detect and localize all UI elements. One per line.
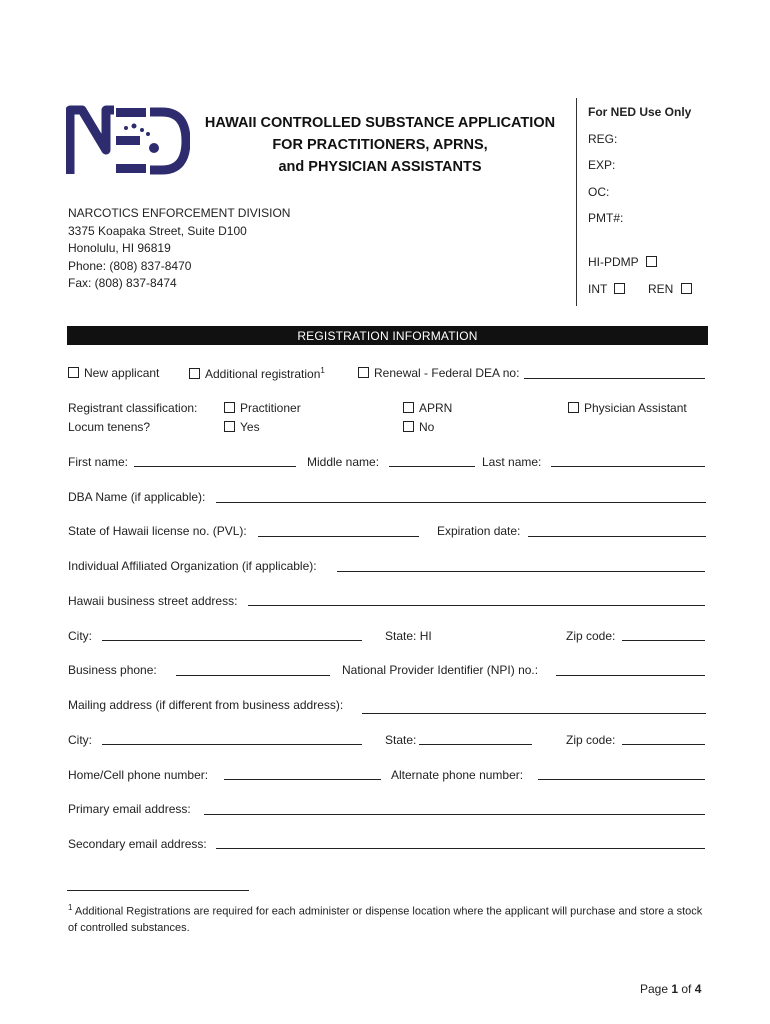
agency-name: NARCOTICS ENFORCEMENT DIVISION <box>68 206 291 220</box>
int-checkbox[interactable] <box>614 283 625 294</box>
expiration-date-field[interactable] <box>528 536 706 537</box>
mailing-city-field[interactable] <box>102 744 362 745</box>
mailing-zip-label: Zip code: <box>566 733 616 747</box>
exp-label: EXP: <box>588 158 616 172</box>
home-phone-field[interactable] <box>224 779 381 780</box>
footnote-mark: 1 <box>68 903 73 912</box>
form-title <box>195 112 565 178</box>
locum-no-label: No <box>419 420 435 434</box>
first-name-label: First name: <box>68 455 129 469</box>
additional-registration-option[interactable] <box>189 366 325 381</box>
affiliated-organization-label: Individual Affiliated Organization (if applicable): <box>68 559 317 573</box>
footnote-text: Additional Registrations are required for each administer or dispense location where the applicant will purchase and store a stock of controlled substances. <box>68 905 703 934</box>
office-use-heading: For NED Use Only <box>588 105 692 119</box>
page-prefix: Page <box>640 982 672 996</box>
aprn-checkbox[interactable] <box>403 402 414 413</box>
practitioner-option[interactable] <box>224 401 301 415</box>
footnote-ref: 1 <box>320 366 325 375</box>
physician-assistant-option[interactable] <box>568 401 687 415</box>
locum-no-option[interactable] <box>403 420 434 434</box>
title-line-2: FOR PRACTITIONERS, APRNS, <box>272 137 488 153</box>
mailing-city-label: City: <box>68 733 92 747</box>
office-use-box <box>576 98 727 306</box>
locum-yes-checkbox[interactable] <box>224 421 235 432</box>
ren-item <box>648 282 697 296</box>
business-address-label: Hawaii business street address: <box>68 594 238 608</box>
int-item <box>588 282 630 296</box>
page-number <box>640 982 701 996</box>
secondary-email-field[interactable] <box>216 848 705 849</box>
mailing-address-label: Mailing address (if different from business address): <box>68 698 344 712</box>
locum-yes-label: Yes <box>240 420 260 434</box>
pmt-label: PMT#: <box>588 211 624 225</box>
city-label: City: <box>68 629 92 643</box>
aprn-label: APRN <box>419 401 453 415</box>
additional-registration-checkbox[interactable] <box>189 368 200 379</box>
page-current: 1 <box>671 982 679 996</box>
practitioner-label: Practitioner <box>240 401 301 415</box>
primary-email-label: Primary email address: <box>68 802 191 816</box>
hipdmp-item <box>588 255 662 269</box>
home-phone-label: Home/Cell phone number: <box>68 768 209 782</box>
zip-code-label: Zip code: <box>566 629 616 643</box>
new-applicant-label: New applicant <box>84 366 160 380</box>
state-label: State: HI <box>385 629 432 643</box>
locum-no-checkbox[interactable] <box>403 421 414 432</box>
license-number-label: State of Hawaii license no. (PVL): <box>68 524 247 538</box>
mailing-zip-field[interactable] <box>622 744 705 745</box>
alternate-phone-label: Alternate phone number: <box>391 768 524 782</box>
reg-label: REG: <box>588 132 618 146</box>
physician-assistant-checkbox[interactable] <box>568 402 579 413</box>
new-applicant-checkbox[interactable] <box>68 367 79 378</box>
int-label: INT <box>588 282 608 296</box>
locum-tenens-label: Locum tenens? <box>68 420 151 434</box>
middle-name-label: Middle name: <box>307 455 380 469</box>
first-name-field[interactable] <box>134 466 296 467</box>
page-total: 4 <box>694 982 702 996</box>
primary-email-field[interactable] <box>204 814 705 815</box>
zip-code-field[interactable] <box>622 640 705 641</box>
dba-name-field[interactable] <box>216 502 706 503</box>
registration-info-heading: REGISTRATION INFORMATION <box>67 326 708 345</box>
mailing-address-field[interactable] <box>362 713 706 714</box>
license-number-field[interactable] <box>258 536 419 537</box>
business-phone-label: Business phone: <box>68 663 157 677</box>
locum-yes-option[interactable] <box>224 420 260 434</box>
city-field[interactable] <box>102 640 362 641</box>
secondary-email-label: Secondary email address: <box>68 837 207 851</box>
npi-field[interactable] <box>556 675 705 676</box>
renewal-checkbox[interactable] <box>358 367 369 378</box>
last-name-label: Last name: <box>482 455 542 469</box>
ned-logo <box>66 104 190 176</box>
registrant-classification-label: Registrant classification: <box>68 401 198 415</box>
business-phone-field[interactable] <box>176 675 330 676</box>
new-applicant-option[interactable] <box>68 366 159 380</box>
alternate-phone-field[interactable] <box>538 779 705 780</box>
middle-name-field[interactable] <box>389 466 475 467</box>
mailing-state-label: State: <box>385 733 417 747</box>
additional-registration-label: Additional registration <box>205 367 321 381</box>
street-address: 3375 Koapaka Street, Suite D100 <box>68 223 247 238</box>
page-of: of <box>678 982 695 996</box>
ren-checkbox[interactable] <box>681 283 692 294</box>
ned-logo-graphic <box>66 104 190 176</box>
expiration-date-label: Expiration date: <box>437 524 521 538</box>
practitioner-checkbox[interactable] <box>224 402 235 413</box>
footnote <box>68 900 708 936</box>
city-state-zip: Honolulu, HI 96819 <box>68 241 171 255</box>
phone-number: Phone: (808) 837-8470 <box>68 258 192 273</box>
agency-address <box>68 205 290 293</box>
title-line-3: and PHYSICIAN ASSISTANTS <box>278 159 482 175</box>
oc-label: OC: <box>588 185 610 199</box>
mailing-state-field[interactable] <box>419 744 532 745</box>
fax-number: Fax: (808) 837-8474 <box>68 276 177 290</box>
title-line-1: HAWAII CONTROLLED SUBSTANCE APPLICATION <box>204 115 556 131</box>
affiliated-organization-field[interactable] <box>337 571 705 572</box>
aprn-option[interactable] <box>403 401 452 415</box>
dba-name-label: DBA Name (if applicable): <box>68 490 206 504</box>
physician-assistant-label: Physician Assistant <box>584 401 687 415</box>
renewal-label: Renewal - Federal DEA no: <box>374 366 520 380</box>
renewal-option[interactable] <box>358 366 519 380</box>
last-name-field[interactable] <box>551 466 705 467</box>
npi-label: National Provider Identifier (NPI) no.: <box>342 663 539 677</box>
footnote-divider <box>67 890 249 891</box>
hipdmp-label: HI-PDMP <box>588 255 639 269</box>
business-address-field[interactable] <box>248 605 705 606</box>
ren-label: REN <box>648 282 674 296</box>
dea-number-field[interactable] <box>524 378 705 379</box>
hipdmp-checkbox[interactable] <box>646 256 657 267</box>
